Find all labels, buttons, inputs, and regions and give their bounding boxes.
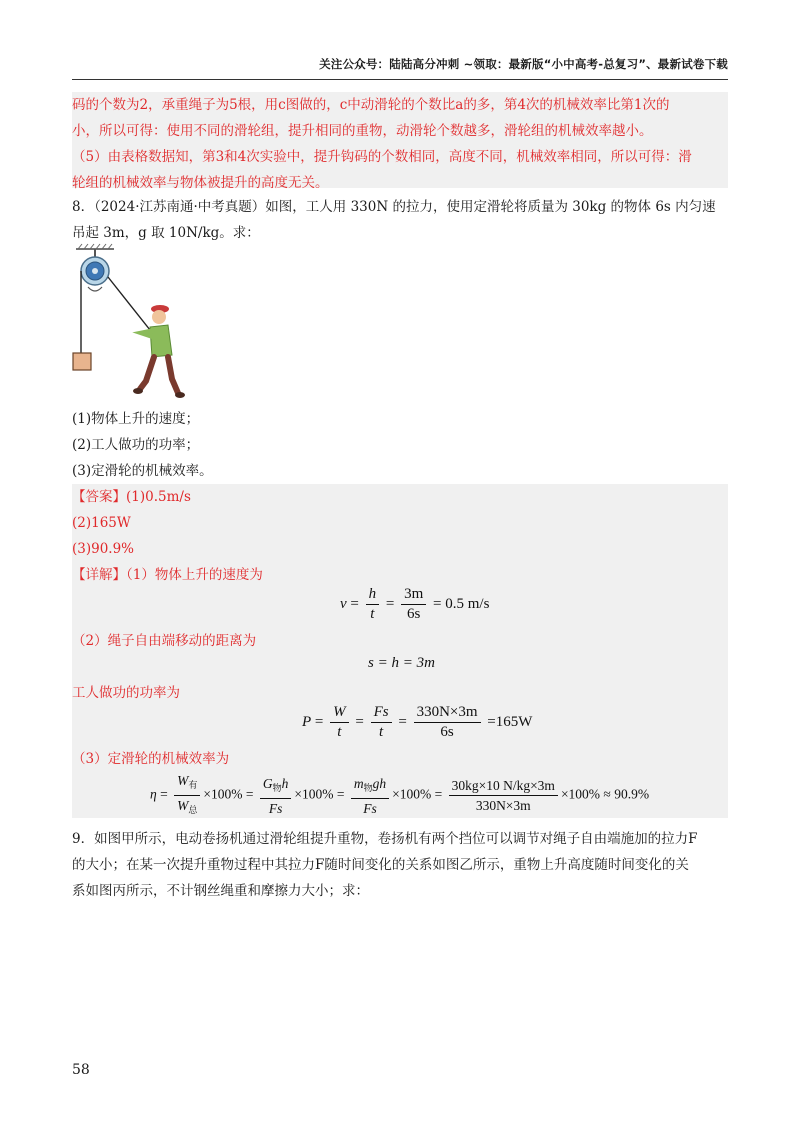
formula-velocity: v = $\frac{h}{t}$ = $\frac{3m}{6s}$ = 0.5 m/s <box>340 586 490 622</box>
page-number: 58 <box>72 1062 90 1078</box>
rope-worker-side <box>108 277 154 335</box>
detail-tag: 【详解】 <box>72 567 126 583</box>
q8-stem-line1: 8．（2024·江苏南通·中考真题）如图，工人用 330N 的拉力，使用定滑轮将质量为 30kg 的物体 6s 内匀速 <box>72 199 716 215</box>
detail-line-3: 工人做功的功率为 <box>72 685 180 701</box>
q8-sub1: (1)物体上升的速度； <box>72 411 200 427</box>
formula-symbol: P <box>302 713 312 730</box>
formula-result: ≈ 90.9% <box>603 786 650 802</box>
formula-percent: ×100% <box>294 786 334 802</box>
formula-numerator: 3m <box>401 586 426 605</box>
formula-part: G <box>262 775 273 791</box>
formula-part: W <box>177 798 189 813</box>
formula-distance: s = h = 3m <box>368 655 435 671</box>
formula-subscript: 总 <box>188 805 198 815</box>
formula-percent: ×100% <box>560 786 601 802</box>
formula-denominator: t <box>370 606 375 622</box>
formula-percent: ×100% <box>203 786 243 802</box>
formula-denominator: 6s <box>407 606 421 622</box>
formula-result: =165W <box>487 713 533 730</box>
answer-line: 小，所以可得：使用不同的滑轮组，提升相同的重物，动滑轮个数越多，滑轮组的机械效率越小。 <box>72 123 653 139</box>
answer-1: (1)0.5m/s <box>126 489 191 505</box>
formula-part: m <box>353 775 364 791</box>
formula-denominator: 6s <box>440 724 454 740</box>
formula-numerator: 330N×3m <box>414 704 481 723</box>
formula-percent: ×100% <box>392 786 432 802</box>
formula-denominator: t <box>337 724 342 740</box>
formula-denominator: Fs <box>363 800 377 816</box>
pulley-worker-illustration <box>68 243 198 403</box>
answer-line-1 <box>72 484 191 510</box>
answer-2: (2)165W <box>72 515 131 531</box>
q8-sub2: (2)工人做功的功率； <box>72 437 200 453</box>
answer-line: 轮组的机械效率与物体被提升的高度无关。 <box>72 175 329 191</box>
formula-symbol: η <box>150 786 157 802</box>
formula-symbol: v <box>340 595 347 612</box>
detail-text-1: （1）物体上升的速度为 <box>126 567 263 583</box>
formula-denominator: Fs <box>268 800 283 816</box>
header-divider <box>72 79 728 80</box>
formula-denominator: t <box>379 724 384 740</box>
formula-result: = 0.5 m/s <box>433 595 490 612</box>
formula-numerator: 30kg×10 N/kg×3m <box>449 777 558 796</box>
pulley-hook <box>88 287 102 291</box>
q9-line2: 的大小；在某一次提升重物过程中其拉力F随时间变化的关系如图乙所示，重物上升高度随时间变化的关 <box>72 857 689 873</box>
detail-line-4: （3）定滑轮的机械效率为 <box>72 751 230 767</box>
load-block <box>73 353 91 370</box>
formula-part: gh <box>372 775 387 791</box>
formula-power: P = $\frac{W}{t}$ = $\frac{Fs}{t}$ = $\frac{330N\times 3m}{6s}$ =165W <box>302 704 533 740</box>
q8-sub3: (3)定滑轮的机械效率。 <box>72 463 213 479</box>
pulley-axle <box>92 268 98 274</box>
answer-line: （5）由表格数据知，第3和4次实验中，提升钩码的个数相同，高度不同，机械效率相同，所以可得：滑 <box>72 149 692 165</box>
formula-part: h <box>281 775 289 791</box>
q8-stem-line2: 吊起 3m，g 取 10N/kg。求： <box>72 225 260 241</box>
q9-line1: 9．如图甲所示，电动卷扬机通过滑轮组提升重物，卷扬机有两个挡位可以调节对绳子自由端施加的拉力F <box>72 831 698 847</box>
q9-line3: 系如图丙所示，不计钢丝绳重和摩擦力大小；求： <box>72 883 369 899</box>
page-header: 关注公众号：陆陆高分冲刺 ~领取：最新版“小中高考-总复习”、最新试卷下载 <box>319 57 728 71</box>
answer-line: 码的个数为2，承重绳子为5根，用c图做的，c中动滑轮的个数比a的多，第4次的机械效率比第1次的 <box>72 97 670 113</box>
formula-efficiency: η = $\frac{W_有}{W_总}$ ×100% = $\frac{G_物h}{Fs}$ ×100% = $\frac{m_物gh}{Fs}$ ×100% = $\frac{30kg\times 10 N/kg\times 3m}{330N\times 3m}$ ×100% ≈ 90.9% <box>150 773 650 816</box>
formula-numerator: W <box>330 704 349 723</box>
detail-line-2: （2）绳子自由端移动的距离为 <box>72 633 257 649</box>
previous-answer-block <box>72 92 728 191</box>
formula-numerator: h <box>366 586 380 605</box>
answer-tag: 【答案】 <box>72 489 126 505</box>
formula-subscript: 有 <box>188 780 198 790</box>
formula-part: W <box>177 773 189 788</box>
formula-subscript: 物 <box>363 782 373 793</box>
formula-denominator: 330N×3m <box>475 798 531 813</box>
formula-subscript: 物 <box>272 782 282 793</box>
answer-3: (3)90.9% <box>72 541 135 557</box>
detail-line-1 <box>72 562 263 588</box>
formula-numerator: Fs <box>371 704 392 723</box>
